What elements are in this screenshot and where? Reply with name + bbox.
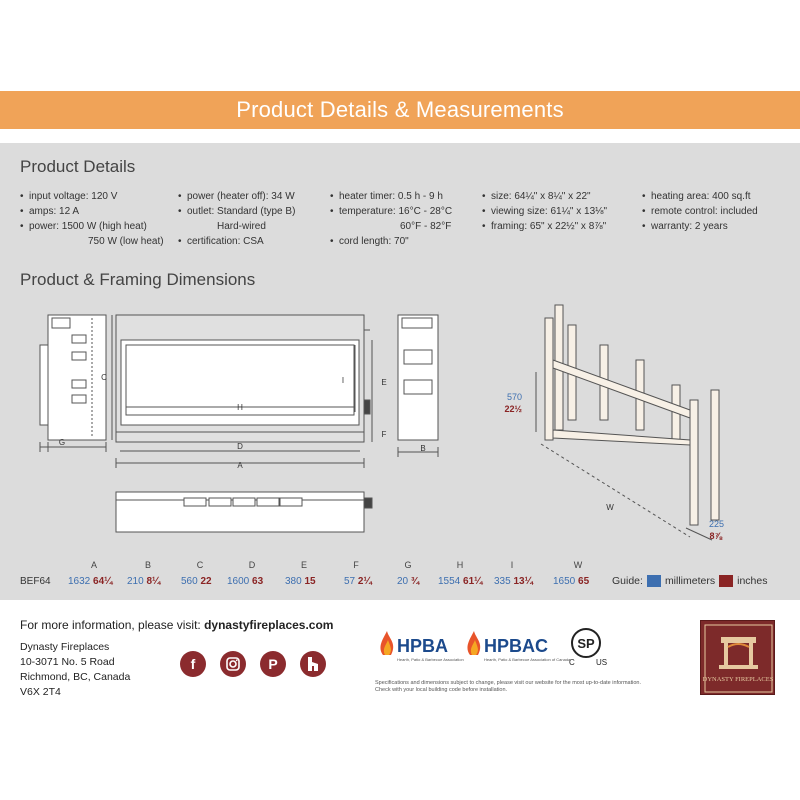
spec-cord: cord length: 70" — [339, 236, 409, 247]
top-view — [116, 492, 372, 532]
dim-b: 210 8¼ — [127, 576, 161, 587]
col-head-b: B — [144, 560, 151, 570]
spec-power-low: 750 W (low heat) — [88, 236, 164, 247]
frame-depth-in: 8⅞ — [709, 531, 722, 541]
spec-size: size: 64¼" x 8¼" x 22" — [491, 191, 591, 202]
framing-view — [536, 305, 719, 540]
spec-power: power: 1500 W (high heat) — [29, 221, 147, 232]
hpbac-text: HPBAC — [484, 636, 549, 656]
units-guide — [612, 575, 767, 587]
csa-text: SP — [577, 636, 595, 651]
spec-viewing-size: viewing size: 61¼" x 13⅛" — [491, 206, 608, 217]
label-g: G — [58, 438, 66, 447]
dim-w: 1650 65 — [553, 576, 590, 587]
col-head-h: H — [456, 560, 464, 570]
hpba-logo — [375, 625, 464, 670]
label-f: F — [381, 430, 387, 439]
csa-logo — [566, 625, 616, 675]
guide-label: Guide: — [612, 575, 643, 587]
label-e: E — [381, 378, 387, 387]
details-col-5: • heating area: 400 sq.ft • remote control: included • warranty: 2 years — [642, 191, 758, 232]
address-line-1: Dynasty Fireplaces — [20, 641, 110, 653]
side-view-right — [398, 315, 438, 457]
label-c: C — [101, 373, 107, 382]
spec-warranty: warranty: 2 years — [651, 221, 728, 232]
csa-c: C — [569, 658, 575, 667]
spec-outlet: outlet: Standard (type B) — [187, 206, 296, 217]
address-line-4: V6X 2T4 — [20, 686, 61, 698]
label-i: I — [341, 376, 345, 385]
frame-height-in: 22½ — [504, 404, 522, 414]
spec-temp-c: temperature: 16°C - 28°C — [339, 206, 453, 217]
dim-f: 57 2¼ — [344, 576, 372, 587]
guide-in: inches — [737, 575, 768, 587]
facebook-icon[interactable]: f — [180, 651, 206, 677]
dim-h: 1554 61¼ — [438, 576, 483, 587]
dynasty-logo-text: DYNASTY FIREPLACES — [702, 676, 774, 683]
model-name: BEF64 — [20, 576, 51, 587]
col-head-g: G — [404, 560, 412, 570]
spec-framing: framing: 65" x 22½" x 8⅞" — [491, 221, 607, 232]
company-address — [20, 640, 130, 700]
hpba-text: HPBA — [397, 636, 449, 656]
spec-amps: amps: 12 A — [29, 206, 80, 217]
hpba-mark — [375, 625, 464, 665]
product-details-heading: Product Details — [20, 157, 136, 176]
dim-d: 1600 63 — [227, 576, 264, 587]
details-col-1: • input voltage: 120 V • amps: 12 A • power: 1500 W (high heat) 750 W (low heat) — [20, 191, 164, 247]
hpbac-mark — [462, 625, 571, 665]
instagram-icon[interactable] — [220, 651, 246, 677]
address-line-3: Richmond, BC, Canada — [20, 671, 131, 683]
frame-depth-mm: 225 — [708, 519, 724, 529]
col-head-d: D — [248, 560, 256, 570]
dim-g: 20 ¾ — [397, 576, 420, 587]
col-head-i: I — [510, 560, 514, 570]
col-head-w: W — [573, 560, 583, 570]
csa-us: US — [596, 658, 608, 667]
label-h: H — [237, 403, 243, 412]
more-info — [20, 618, 333, 632]
dimensions-heading: Product & Framing Dimensions — [20, 270, 256, 289]
csa-mark — [566, 625, 616, 670]
hpbac-subtext: Hearth, Patio & Barbecue Association of Canada — [484, 657, 571, 662]
dim-a: 1632 64¼ — [68, 576, 113, 587]
address-line-2: 10-3071 No. 5 Road — [20, 656, 115, 668]
more-info-text: For more information, please visit: — [20, 618, 201, 632]
col-head-e: E — [300, 560, 307, 570]
hpba-subtext: Hearth, Patio & Barbecue Association — [397, 657, 464, 662]
details-col-3: • heater timer: 0.5 h - 9 h • temperature: 16°C - 28°C 60°F - 82°F • cord length: 70" — [330, 191, 453, 247]
label-a: A — [237, 461, 243, 470]
side-view-left — [40, 315, 112, 452]
dim-c: 560 22 — [181, 576, 212, 587]
spec-power-off: power (heater off): 34 W — [187, 191, 295, 202]
website-link[interactable]: dynastyfireplaces.com — [204, 618, 334, 632]
spec-certification: certification: CSA — [187, 236, 264, 247]
label-w: W — [606, 503, 614, 512]
spec-remote: remote control: included — [651, 206, 758, 217]
pinterest-icon[interactable]: P — [260, 651, 286, 677]
label-d: D — [237, 442, 243, 451]
guide-mm: millimeters — [664, 575, 716, 587]
col-head-a: A — [90, 560, 97, 570]
spec-temp-f: 60°F - 82°F — [400, 221, 452, 232]
disclaimer-line-2: Check with your local building code before installation. — [375, 687, 508, 693]
spec-heating-area: heating area: 400 sq.ft — [651, 191, 751, 202]
houzz-icon[interactable] — [300, 651, 326, 677]
details-col-2: • power (heater off): 34 W • outlet: Standard (type B) Hard-wired • certification: CSA — [178, 191, 296, 247]
col-head-f: F — [353, 560, 359, 570]
spec-hardwired: Hard-wired — [217, 221, 266, 232]
col-head-c: C — [196, 560, 204, 570]
dim-e: 380 15 — [285, 576, 316, 587]
details-col-4: • size: 64¼" x 8¼" x 22" • viewing size: 61¼" x 13⅛" • framing: 65" x 22½" x 8⅞" — [482, 191, 608, 232]
dynasty-mark — [701, 621, 776, 696]
spec-voltage: input voltage: 120 V — [29, 191, 118, 202]
front-view — [116, 315, 372, 468]
dim-i: 335 13¼ — [494, 576, 533, 587]
dynasty-logo — [700, 620, 775, 695]
in-swatch — [719, 575, 733, 587]
mm-swatch — [647, 575, 661, 587]
label-b: B — [420, 444, 426, 453]
disclaimer — [375, 680, 641, 694]
disclaimer-line-1: Specifications and dimensions subject to change, please visit our website for the most up-to-date information. — [375, 680, 641, 686]
frame-height-mm: 570 — [506, 392, 522, 402]
hpbac-logo — [462, 625, 571, 670]
spec-timer: heater timer: 0.5 h - 9 h — [339, 191, 443, 202]
banner-title: Product Details & Measurements — [236, 97, 564, 122]
